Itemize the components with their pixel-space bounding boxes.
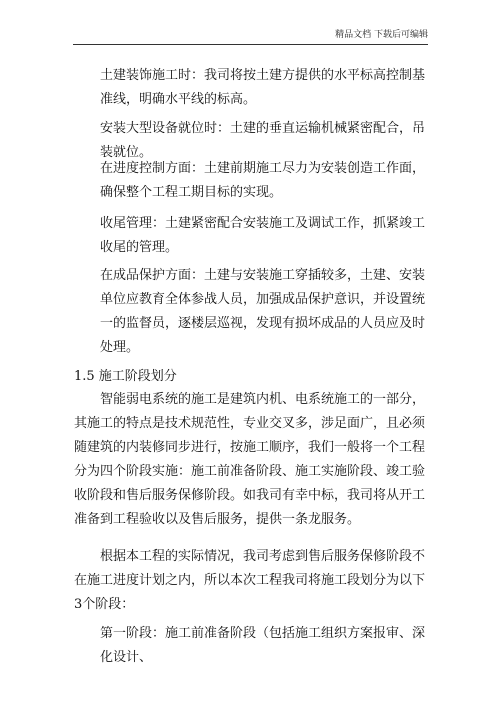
paragraph-progress-control: 在进度控制方面：土建前期施工尽力为安装创造工作面，确保整个工程工期目标的实现。 (100, 161, 426, 200)
paragraph-closing-management: 收尾管理：土建紧密配合安装施工及调试工作，抓紧竣工收尾的管理。 (100, 216, 426, 255)
page-header (73, 0, 428, 45)
paragraph-phases-intro-text: 智能弱电系统的施工是建筑内机、电系统施工的一部分，其施工的特点是技术规范性，专业交叉多，涉足面广，且必须随建筑的内装修同步进行，按施工顺序，我们一般将一个工程分为四个阶段实施：施工前准备阶段、施工实施阶段、竣工验收阶段和售后服务保修阶段。如我司有幸中标，我司将从开工准备到工程验收以及售后服务，提供一条龙服务。 (74, 392, 426, 527)
paragraph-phase-division-text: 根据本工程的实际情况，我司考虑到售后服务保修阶段不在施工进度计划之内，所以本次工程我司将施工段划分为以下3个阶段： (74, 549, 426, 612)
paragraph-product-protection: 在成品保护方面：土建与安装施工穿插较多，土建、安装单位应教育全体参战人员，加强成品保护意识，并设置统一的监督员，逐楼层巡视，发现有损坏成品的人员应及时处理。 (100, 268, 426, 355)
header-note: 精品文档 下载后可编辑 (335, 30, 428, 40)
paragraph-equipment-install: 安装大型设备就位时：土建的垂直运输机械紧密配合，吊装就位。 (100, 121, 426, 160)
paragraph-phase-division (74, 545, 430, 617)
paragraph-phase-one: 第一阶段：施工前准备阶段（包括施工组织方案报审、深化设计、 (100, 626, 426, 665)
paragraph-phases-intro (74, 388, 430, 532)
section-heading: 1.5 施工阶段划分 (74, 369, 177, 384)
paragraph-civil-decoration: 土建装饰施工时：我司将按土建方提供的水平标高控制基准线，明确水平线的标高。 (100, 68, 426, 107)
